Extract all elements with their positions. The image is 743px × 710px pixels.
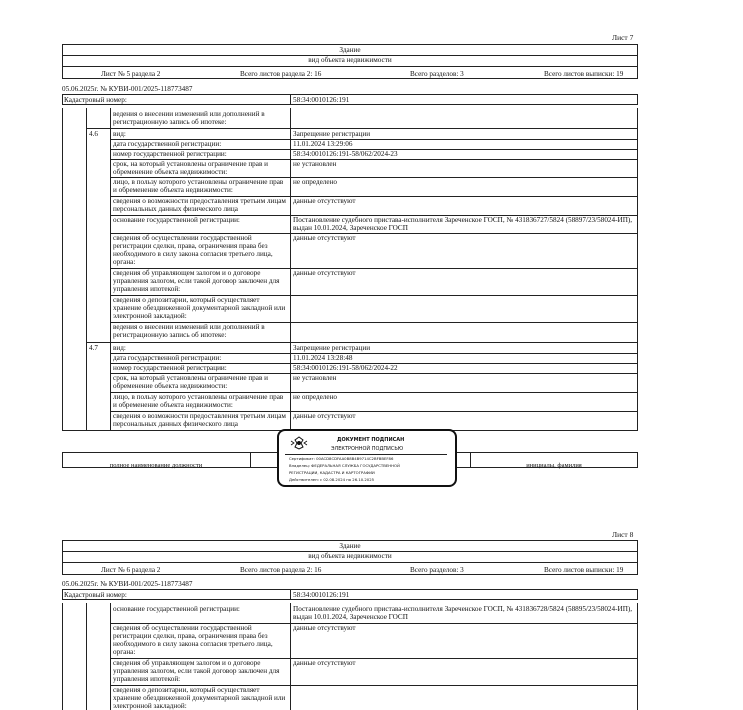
entry-number: 4.6	[89, 130, 98, 138]
table-row-label: сведения о депозитарии, который осуществляет хранение обездвиженной документарной закладной или электронной закладной:	[113, 686, 286, 710]
total-sections: Всего разделов: 3	[410, 566, 464, 574]
object-title: Здание	[339, 46, 361, 54]
table-row-label: срок, на который установлены ограничение прав и обременение объекта недвижимости:	[113, 374, 268, 391]
extract-date-number: 05.06.2025г. № КУВИ-001/2025-118773487	[62, 580, 193, 588]
divider	[250, 452, 251, 468]
divider	[62, 562, 638, 563]
table-border	[86, 108, 87, 430]
object-title: Здание	[339, 542, 361, 550]
table-row-label: лицо, в пользу которого установлены ограничение прав и обременение объекта недвижимости:	[113, 178, 284, 195]
extract-date-number: 05.06.2025г. № КУВИ-001/2025-118773487	[62, 85, 193, 93]
section-total-sheets: Всего листов раздела 2: 16	[240, 566, 322, 574]
section-sheet: Лист № 6 раздела 2	[101, 566, 161, 574]
divider	[86, 342, 637, 343]
table-row-value: Запрещение регистрации	[293, 130, 371, 138]
table-border	[86, 603, 87, 710]
table-row-label: сведения об осуществлении государственной регистрации сделки, права, ограничения права без необходимого в силу закона согласия третьего лица, органа:	[113, 624, 273, 657]
table-row-label: ведения о внесении изменений или дополнений в регистрационную запись об ипотеке:	[113, 323, 265, 340]
table-border	[637, 108, 638, 430]
entry-number: 4.7	[89, 344, 98, 352]
sheet-number: Лист 7	[612, 33, 634, 42]
table-row-label: основание государственной регистрации:	[113, 216, 240, 224]
section-total-sheets: Всего листов раздела 2: 16	[240, 70, 322, 78]
stamp-subtitle: ЭЛЕКТРОННОЙ ПОДПИСЬЮ	[331, 446, 404, 452]
total-extract-sheets: Всего листов выписки: 19	[544, 566, 624, 574]
table-row-value: данные отсутствуют	[293, 412, 356, 420]
table-row-label: номер государственной регистрации:	[113, 364, 227, 372]
table-row-label: дата государственной регистрации:	[113, 354, 222, 362]
table-row-value: 11.01.2024 13:28:48	[293, 354, 353, 362]
table-row-label: сведения о возможности предоставления третьим лицам персональных данных физического лица	[113, 412, 286, 429]
table-row-label: сведения об управляющем залогом и о договоре управления залогом, если такой договор заключен для управления ипотекой:	[113, 269, 280, 294]
total-sections: Всего разделов: 3	[410, 70, 464, 78]
table-row-label: лицо, в пользу которого установлены ограничение прав и обременение объекта недвижимости:	[113, 393, 284, 410]
table-row-value: не установлен	[293, 374, 337, 382]
stamp-validity: Действителен: с 02.08.2024 по 26.10.2025	[289, 477, 375, 482]
divider	[290, 589, 291, 600]
table-row-label: вид:	[113, 344, 126, 352]
table-row-value: данные отсутствуют	[293, 234, 356, 242]
table-row-label: срок, на который установлены ограничение прав и обременение объекта недвижимости:	[113, 160, 268, 177]
stamp-owner: Владелец: ФЕДЕРАЛЬНАЯ СЛУЖБА ГОСУДАРСТВЕННОЙ	[289, 463, 400, 468]
emblem-icon	[289, 435, 309, 451]
table-border	[637, 603, 638, 710]
cadastral-label: Кадастровый номер:	[64, 96, 127, 104]
cadastral-label: Кадастровый номер:	[64, 591, 127, 599]
electronic-signature-stamp	[277, 429, 457, 487]
table-row-label: дата государственной регистрации:	[113, 140, 222, 148]
table-row-value: не определено	[293, 178, 338, 186]
stamp-title: ДОКУМЕНТ ПОДПИСАН	[337, 437, 405, 443]
table-row-value: Запрещение регистрации	[293, 344, 371, 352]
table-row-label: вид:	[113, 130, 126, 138]
table-row-label: сведения о возможности предоставления третьим лицам персональных данных физического лица	[113, 197, 286, 214]
table-row-label: сведения об управляющем залогом и о договоре управления залогом, если такой договор заключен для управления ипотекой:	[113, 659, 280, 684]
name-caption: инициалы, фамилия	[526, 462, 582, 469]
cadastral-row	[62, 589, 638, 600]
divider	[290, 94, 291, 105]
table-row-value: Постановление судебного пристава-исполнителя Зареченское ГОСП, № 431836728/5824 (58895/23/58024-ИП), выдан 10.01.2024, Зареченское ГОСП	[293, 605, 633, 622]
stamp-owner-continued: РЕГИСТРАЦИИ, КАДАСТРА И КАРТОГРАФИИ	[289, 470, 375, 475]
sheet-number: Лист 8	[612, 530, 634, 539]
position-caption: полное наименование должности	[109, 462, 203, 469]
table-row-value: Постановление судебного пристава-исполнителя Зареченское ГОСП, № 431836727/5824 (58897/23/58024-ИП), выдан 10.01.2024, Зареченское ГОСП	[293, 216, 633, 233]
table-border	[62, 108, 63, 430]
table-row-value: 58:34:0010126:191-58/062/2024-23	[293, 150, 398, 158]
divider	[285, 454, 447, 455]
table-border	[62, 603, 63, 710]
divider	[86, 128, 637, 129]
table-row-value: данные отсутствуют	[293, 659, 356, 667]
table-row-value: данные отсутствуют	[293, 269, 356, 277]
table-row-label: основание государственной регистрации:	[113, 605, 240, 613]
table-row-label: сведения о депозитарии, который осуществляет хранение обездвиженной документарной закладной или электронной закладной:	[113, 296, 286, 321]
table-row-value: данные отсутствуют	[293, 624, 356, 632]
divider	[62, 66, 638, 67]
table-row-label: сведения об осуществлении государственной регистрации сделки, права, ограничения права без необходимого в силу закона согласия третьего лица, органа:	[113, 234, 273, 267]
stamp-certificate: Сертификат: 00ACD8CDFAA0B8B4B9714C2BFBBEF86	[289, 456, 394, 461]
cadastral-value: 58:34:0010126:191	[293, 96, 350, 104]
total-extract-sheets: Всего листов выписки: 19	[544, 70, 624, 78]
table-row-value: данные отсутствуют	[293, 197, 356, 205]
table-row-value: не установлен	[293, 160, 337, 168]
table-row-label: номер государственной регистрации:	[113, 150, 227, 158]
section-sheet: Лист № 5 раздела 2	[101, 70, 161, 78]
table-row-value: не определено	[293, 393, 338, 401]
cadastral-row	[62, 94, 638, 105]
cadastral-value: 58:34:0010126:191	[293, 591, 350, 599]
table-row-value: 11.01.2024 13:29:06	[293, 140, 353, 148]
object-subtitle: вид объекта недвижимости	[308, 552, 392, 560]
object-subtitle: вид объекта недвижимости	[308, 56, 392, 64]
table-row-label: ведения о внесении изменений или дополнений в регистрационную запись об ипотеке:	[113, 110, 265, 127]
table-row-value: 58:34:0010126:191-58/062/2024-22	[293, 364, 398, 372]
